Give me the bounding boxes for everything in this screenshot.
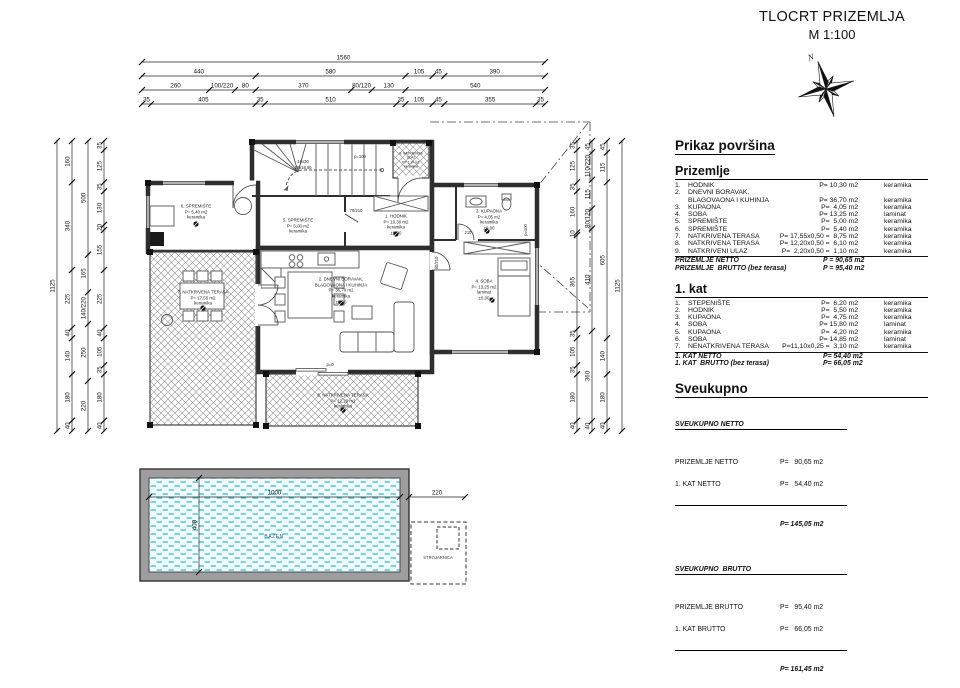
table-row: 3. KUPAONA P= 4,75 m2 keramika: [675, 314, 912, 322]
dim-chain-left-3: [81, 138, 92, 434]
svg-text:140: 140: [64, 351, 72, 362]
svg-text:130: 130: [383, 82, 394, 90]
svg-text:225: 225: [96, 293, 104, 305]
prizemlje-rows: [675, 182, 928, 257]
svg-text:125: 125: [96, 160, 104, 172]
room-label-terasa-8: 8. NATKRIVENA TERASA P= 12,20 m2 keramika: [317, 392, 369, 409]
svg-text:140: 140: [599, 351, 607, 362]
kat-rows: [675, 300, 928, 353]
svg-text:105: 105: [413, 96, 425, 104]
svg-text:10: 10: [569, 230, 577, 238]
section-prizemlje: [675, 164, 928, 273]
svg-text:250: 250: [80, 347, 88, 358]
prizemlje-netto-row: PRIZEMLJE NETTO P = 90,65 m2: [675, 256, 865, 264]
table-row: 2. HODNIK P= 5,50 m2 keramika: [675, 306, 912, 314]
kat-netto-row: 1. KAT NETTO P= 54,40 m2: [675, 352, 863, 360]
svg-text:80/120: 80/120: [584, 209, 592, 228]
svg-text:45: 45: [584, 143, 592, 151]
svg-text:405: 405: [198, 96, 209, 104]
table-row: PRIZEMLJE NETTO P= 90,65 m2: [675, 459, 824, 467]
svg-text:160: 160: [569, 206, 577, 218]
svg-text:500: 500: [80, 192, 88, 204]
svg-text:410: 410: [584, 274, 592, 285]
parapet-note: p=100: [354, 154, 366, 159]
svg-text:105: 105: [413, 68, 425, 76]
bed: [498, 258, 530, 316]
door-size-note: 70/210: [349, 208, 363, 213]
sveukupno-brutto-table: SVEUKUPNO BRUTTO PRIZEMLJE BRUTTO P= 95,40 m2 1. KAT BRUTTO P= 66,05 m2 P= 161,45 m2: [675, 552, 847, 688]
brutto-total-row: P= 161,45 m2: [780, 665, 824, 673]
svg-text:165: 165: [80, 268, 88, 279]
table-row: 5. SPREMIŠTE P= 5,00 m2 keramika: [675, 218, 912, 226]
panel-heading: Prikaz površina: [675, 138, 775, 153]
svg-text:35: 35: [256, 96, 264, 104]
room-label-spremiste5: 5. SPREMIŠTE P= 5,00 m2 keramika: [282, 217, 314, 234]
table-row: 7. NENATKRIVENA TERASA P=11,10x0,25 = 3,10 m2 keramika: [675, 343, 912, 351]
section-kat: [675, 282, 928, 369]
svg-text:35: 35: [537, 96, 544, 104]
parapet-note: p=0: [326, 362, 334, 367]
svg-text:40: 40: [64, 422, 72, 430]
table-row: 1. KAT BRUTTO P= 66,05 m2: [675, 626, 824, 634]
svg-text:220: 220: [80, 400, 88, 412]
svg-text:105: 105: [569, 346, 577, 357]
dim-chain-right-3: [600, 138, 611, 434]
svg-text:155: 155: [96, 244, 104, 256]
pool-label: BAZEN: [264, 534, 284, 540]
room-label-ulaz: 9. NATKRIVENI ULAZ P= 1,10 m2 keramika: [399, 151, 423, 169]
drawing-scale: M 1:100: [808, 27, 856, 42]
table-row: 5. KUPAONA P= 4,20 m2 keramika: [675, 328, 912, 336]
svg-text:540: 540: [470, 82, 481, 90]
svg-text:40: 40: [96, 422, 104, 430]
svg-text:605: 605: [599, 255, 607, 266]
table-row: 6. SOBA P= 14,85 m2 laminat: [675, 336, 906, 344]
table-row: PRIZEMLJE BRUTTO P= 95,40 m2: [675, 604, 824, 612]
door-size-note: 210: [464, 230, 472, 235]
compass-rose: [787, 43, 862, 125]
svg-text:130: 130: [96, 202, 104, 214]
svg-text:110/220: 110/220: [584, 155, 592, 177]
dim-chain-left-4: [97, 138, 108, 434]
svg-text:580: 580: [325, 68, 336, 76]
dim-chain-right-total: [615, 138, 626, 434]
svg-text:80/120: 80/120: [352, 82, 372, 90]
compass-star: [790, 53, 862, 125]
svg-text:1560: 1560: [336, 54, 351, 62]
svg-text:400: 400: [191, 519, 199, 531]
title-block: [752, 9, 912, 42]
svg-text:370: 370: [298, 82, 309, 90]
sveukupno-heading: Sveukupno: [675, 381, 928, 398]
stair-note: 19x18,95: [294, 165, 312, 170]
svg-text:340: 340: [64, 220, 72, 232]
svg-text:360: 360: [584, 370, 592, 382]
machine-room-label: STROJARNICA: [423, 555, 453, 560]
svg-text:35: 35: [569, 366, 577, 374]
drawing-title: TLOCRT PRIZEMLJA: [758, 9, 906, 25]
svg-text:115: 115: [599, 162, 607, 173]
dim-chain-top-2: [139, 69, 548, 80]
svg-text:35: 35: [96, 183, 104, 191]
table-row: 1. HODNIK P= 10,30 m2 keramika: [675, 182, 912, 189]
svg-text:45: 45: [599, 143, 607, 151]
svg-text:1000: 1000: [267, 489, 282, 497]
svg-text:40: 40: [64, 329, 72, 337]
svg-text:125: 125: [569, 160, 577, 172]
room-label-spremiste6: 6. SPREMIŠTE P= 5,40 m2 keramika: [180, 203, 212, 220]
svg-text:80: 80: [241, 82, 249, 90]
table-row: 4. SOBA P= 13,25 m2 laminat: [675, 211, 906, 219]
svg-text:40: 40: [584, 422, 592, 430]
svg-text:260: 260: [170, 82, 181, 90]
room-label-soba: 4. SOBA P= 13,25 m2 laminat ±0,00: [471, 278, 497, 301]
dim-chain-right-1: [570, 138, 581, 434]
svg-text:180: 180: [96, 392, 104, 403]
svg-text:35: 35: [569, 183, 577, 191]
svg-text:365: 365: [569, 276, 577, 288]
dim-chain-right-2: [585, 138, 596, 434]
dim-chain-top-4: [139, 97, 548, 108]
room-label-kupaona: 3. KUPAONA P= 4,05 m2 keramika ±0,00: [475, 208, 503, 231]
table-row: 7. NATKRIVENA TERASA P= 17,55x0,50 = 8,75 m2 keramika: [675, 233, 912, 241]
svg-text:45: 45: [434, 96, 442, 104]
door-size-note: 90/210: [434, 256, 439, 270]
svg-text:355: 355: [484, 96, 496, 104]
svg-text:40: 40: [96, 329, 104, 337]
kat-heading: 1. kat: [675, 282, 928, 298]
svg-text:40: 40: [599, 422, 607, 430]
room-label-dnevni-boravak: 2. DNEVNI BORAVAK, BLAGOVAONA I KUHINJA P= 36,70 m2 keramika ±0,00: [314, 276, 368, 305]
table-row: 2. DNEVNI BORAVAK,: [675, 189, 750, 197]
dim-chain-left-total: [50, 138, 61, 434]
svg-text:440: 440: [193, 68, 204, 76]
table-row: BLAGOVAONA I KUHINJA P= 36,70 m2 keramika: [688, 196, 912, 204]
table-row: 6. SPREMIŠTE P= 5,40 m2 keramika: [675, 225, 912, 233]
kat-brutto-row: 1. KAT BRUTTO (bez terasa) P= 66,05 m2: [675, 360, 863, 368]
netto-total-row: P= 145,05 m2: [780, 520, 824, 528]
svg-text:105: 105: [96, 346, 104, 357]
svg-text:45: 45: [434, 68, 442, 76]
svg-text:35: 35: [96, 142, 104, 149]
svg-text:100/220: 100/220: [210, 82, 234, 90]
svg-text:510: 510: [325, 96, 336, 104]
sveukupno-netto-table: SVEUKUPNO NETTO PRIZEMLJE NETTO P= 90,65 m2 1. KAT NETTO P= 54,40 m2 P= 145,05 m2: [675, 407, 847, 543]
table-row: 8. NATKRIVENA TERASA P= 12,20x0,50 = 6,10 m2 keramika: [675, 240, 912, 248]
north-label: N: [806, 51, 815, 63]
area-summary-panel: [675, 137, 928, 688]
svg-text:220: 220: [431, 489, 443, 497]
svg-text:20: 20: [96, 223, 104, 231]
svg-text:180: 180: [599, 392, 607, 403]
svg-text:180: 180: [569, 392, 577, 403]
svg-text:40: 40: [569, 422, 577, 430]
stair-note: 16x30: [297, 159, 309, 164]
swimming-pool: [140, 469, 409, 581]
svg-text:140/220: 140/220: [80, 296, 88, 320]
svg-text:35: 35: [569, 142, 577, 149]
room-label-hodnik: 1. HODNIK P= 10,30 m2 keramika ±0,00: [383, 213, 409, 236]
room-label-terasa-7: 7. NATKRIVENA TERASA P= 17,55 m2 keramika: [177, 289, 229, 306]
svg-text:160: 160: [64, 156, 72, 167]
dim-pool-gap: [406, 490, 468, 501]
svg-text:1125: 1125: [49, 279, 57, 293]
prizemlje-heading: Prizemlje: [675, 164, 928, 180]
dim-chain-top-3: [139, 83, 548, 94]
svg-text:1125: 1125: [614, 279, 622, 293]
table-row: 1. STEPENIŠTE P= 6,20 m2 keramika: [675, 299, 912, 307]
machine-room: [411, 522, 466, 584]
svg-text:35: 35: [96, 366, 104, 374]
table-row: 1. KAT NETTO P= 54,40 m2: [675, 481, 824, 489]
table-row: 4. SOBA P= 15,80 m2 laminat: [675, 321, 906, 329]
svg-text:115: 115: [584, 189, 592, 200]
table-row: 3. KUPAONA P= 4,05 m2 keramika: [675, 203, 912, 211]
table-row: 9. NATKRIVENI ULAZ P= 2,20x0,50 = 1,10 m2 keramika: [675, 247, 912, 255]
svg-text:35: 35: [397, 96, 405, 104]
dim-chain-left-2: [65, 138, 76, 434]
svg-text:390: 390: [489, 68, 500, 76]
svg-text:35: 35: [143, 96, 150, 104]
svg-text:35: 35: [569, 330, 577, 338]
prizemlje-brutto-row: PRIZEMLJE BRUTTO (bez terasa) P = 95,40 m2: [675, 264, 865, 272]
svg-text:225: 225: [64, 293, 72, 305]
parapet-note: p=100: [523, 224, 528, 236]
dim-chain-top-total: [139, 55, 548, 66]
svg-text:180: 180: [64, 392, 72, 403]
